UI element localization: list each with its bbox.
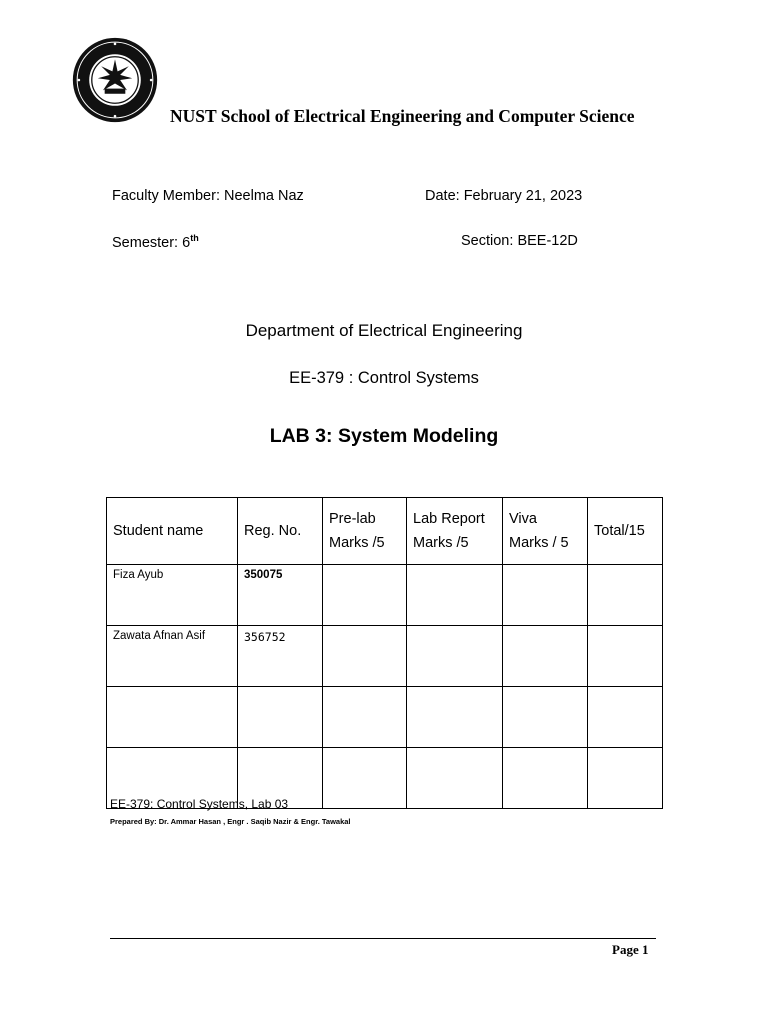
viva-cell (503, 626, 588, 687)
header-viva-line2: Marks / 5 (509, 535, 569, 551)
semester-suffix: th (190, 233, 199, 243)
header-prelab-line2: Marks /5 (329, 535, 385, 551)
table-row (107, 565, 663, 626)
department-title: Department of Electrical Engineering (245, 321, 523, 340)
date-value: February 21, 2023 (463, 188, 583, 204)
footer-course-line: EE-379: Control Systems, Lab 03 (110, 797, 289, 811)
prelab-cell (323, 565, 407, 626)
reg-no-cell: 350075 (238, 565, 323, 626)
viva-cell (503, 565, 588, 626)
section (461, 233, 578, 249)
table-row (107, 687, 663, 748)
header-reg-no: Reg. No. (238, 498, 323, 565)
reg-no-cell (238, 687, 323, 748)
faculty-member (112, 188, 304, 204)
course-title: EE-379 : Control Systems (289, 369, 479, 387)
prelab-cell (323, 626, 407, 687)
header-viva (503, 498, 588, 565)
date-label: Date: (425, 188, 460, 204)
table-header-row (107, 498, 663, 565)
semester-value: 6 (182, 234, 191, 251)
semester-label: Semester: (112, 234, 179, 251)
student-name-cell: Zawata Afnan Asif (107, 626, 238, 687)
table-row (107, 626, 663, 687)
reg-no-cell: 356752 (238, 626, 323, 687)
university-seal-icon (72, 37, 158, 123)
total-cell (588, 565, 663, 626)
viva-cell (503, 748, 588, 809)
header-report-line2: Marks /5 (413, 535, 469, 551)
report-cell (407, 687, 503, 748)
prelab-cell (323, 687, 407, 748)
header-student-name: Student name (107, 498, 238, 565)
student-name-cell: Fiza Ayub (107, 565, 238, 626)
header-report-line1: Lab Report (413, 511, 485, 527)
total-cell (588, 626, 663, 687)
report-cell (407, 748, 503, 809)
prelab-cell (323, 748, 407, 809)
section-label: Section: (461, 233, 514, 249)
footer-prepared-by: Prepared By: Dr. Ammar Hasan , Engr . Saqib Nazir & Engr. Tawakal (110, 817, 351, 826)
student-name-cell (107, 687, 238, 748)
page-number: Page 1 (612, 942, 649, 957)
faculty-label: Faculty Member: (112, 188, 220, 204)
total-cell (588, 687, 663, 748)
header-prelab-line1: Pre-lab (329, 511, 376, 527)
section-value: BEE-12D (517, 233, 578, 249)
total-cell (588, 748, 663, 809)
viva-cell (503, 687, 588, 748)
school-name: NUST School of Electrical Engineering and Computer Science (170, 106, 635, 126)
header-prelab (323, 498, 407, 565)
header-viva-line1: Viva (509, 511, 537, 527)
report-cell (407, 626, 503, 687)
header-total: Total/15 (588, 498, 663, 565)
lab-title: LAB 3: System Modeling (269, 425, 499, 447)
faculty-value: Neelma Naz (224, 188, 304, 204)
report-cell (407, 565, 503, 626)
marks-table (106, 497, 663, 809)
semester (112, 233, 199, 251)
footer-divider (110, 938, 656, 939)
document-date (425, 188, 582, 204)
header-lab-report (407, 498, 503, 565)
